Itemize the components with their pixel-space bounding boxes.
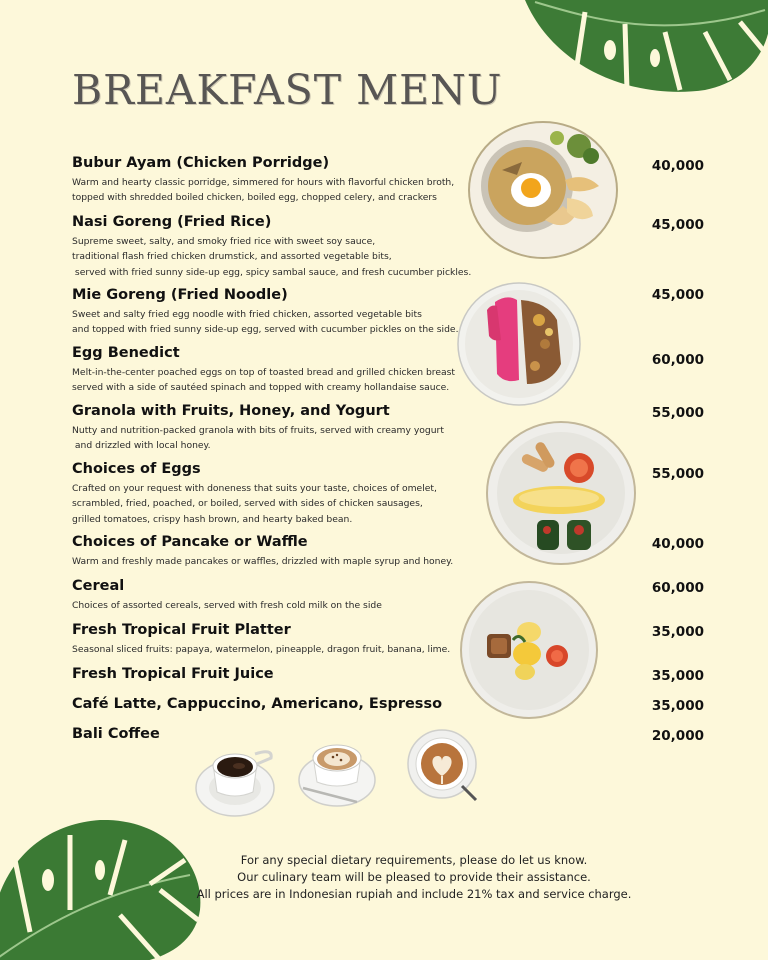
eggs-plate-photo [485,420,637,566]
item-price: 40,000 [651,158,704,174]
latte-art-cup-photo [406,728,482,804]
menu-item [72,696,442,712]
menu-item [72,726,160,742]
menu-item [72,403,444,454]
item-price: 55,000 [651,466,704,482]
chicken-porridge-photo [467,120,619,260]
item-description: Seasonal sliced fruits: papaya, watermelon, pineapple, dragon fruit, banana, lime. [72,644,451,655]
menu-item [72,155,454,206]
item-description: Warm and hearty classic porridge, simmered for hours with flavorful chicken broth, topped with shredded boiled chicken, boiled egg, chopped celery, and crackers [72,177,455,204]
monstera-leaf-top-right [515,0,768,105]
cappuccino-cup-photo [297,738,379,808]
item-description: Sweet and salty fried egg noodle with fried chicken, assorted vegetable bits and topped with fried sunny side-up egg, served with cucumber pickles on the side. [72,309,459,336]
item-price: 45,000 [651,287,704,303]
menu-item [72,461,437,527]
footer-line: All prices are in Indonesian rupiah and include 21% tax and service charge. [196,887,632,901]
item-description: Warm and freshly made pancakes or waffles, drizzled with maple syrup and honey. [72,556,454,567]
footer-note [0,852,768,903]
item-price: 60,000 [651,352,704,368]
item-name: Choices of Pancake or Waffle [72,534,308,550]
granola-bowl-photo [457,280,582,408]
item-description: Choices of assorted cereals, served with fresh cold milk on the side [72,600,382,611]
item-description: Supreme sweet, salty, and smoky fried rice with sweet soy sauce, traditional flash fried chicken drumstick, and assorted vegetable bits, served with fried sunny side-up egg, spicy sambal sauce, and fresh cucumber pickles. [72,236,472,278]
menu-item [72,534,453,569]
footer-line: Our culinary team will be pleased to provide their assistance. [237,870,591,884]
item-name: Nasi Goreng (Fried Rice) [72,214,272,230]
item-price: 55,000 [651,405,704,421]
menu-item [72,578,382,613]
item-name: Choices of Eggs [72,461,201,477]
menu-item [72,345,455,396]
item-name: Mie Goreng (Fried Noodle) [72,287,288,303]
item-description: Crafted on your request with doneness that suits your taste, choices of omelet, scrambled, fried, poached, or boiled, served with sides of chicken sausages, grilled tomatoes, crispy hash brown, and hearty baked bean. [72,483,437,525]
footer-line: For any special dietary requirements, please do let us know. [240,853,588,867]
item-name: Fresh Tropical Fruit Platter [72,622,291,638]
item-name: Bubur Ayam (Chicken Porridge) [72,155,330,171]
menu-title: BREAKFAST MENU [72,66,503,114]
menu-item [72,666,274,682]
item-name: Granola with Fruits, Honey, and Yogurt [72,403,390,419]
item-price: 60,000 [651,580,704,596]
item-description: Melt-in-the-center poached eggs on top of toasted bread and grilled chicken breast served with a side of sautéed spinach and topped with creamy hollandaise sauce. [72,367,456,394]
item-price: 35,000 [651,624,704,640]
item-name: Café Latte, Cappuccino, Americano, Espresso [72,696,443,712]
item-name: Fresh Tropical Fruit Juice [72,666,274,682]
espresso-cup-photo [195,742,277,818]
menu-item [72,214,471,280]
egg-benedict-photo [459,580,599,720]
item-price: 35,000 [651,668,704,684]
item-name: Bali Coffee [72,726,160,742]
menu-item [72,622,450,657]
item-price: 40,000 [651,536,704,552]
item-description: Nutty and nutrition-packed granola with bits of fruits, served with creamy yogurt and drizzled with local honey. [72,425,444,452]
item-price: 20,000 [651,728,704,744]
item-name: Cereal [72,578,125,594]
item-price: 35,000 [651,698,704,714]
menu-item [72,287,459,338]
item-name: Egg Benedict [72,345,180,361]
item-price: 45,000 [651,217,704,233]
